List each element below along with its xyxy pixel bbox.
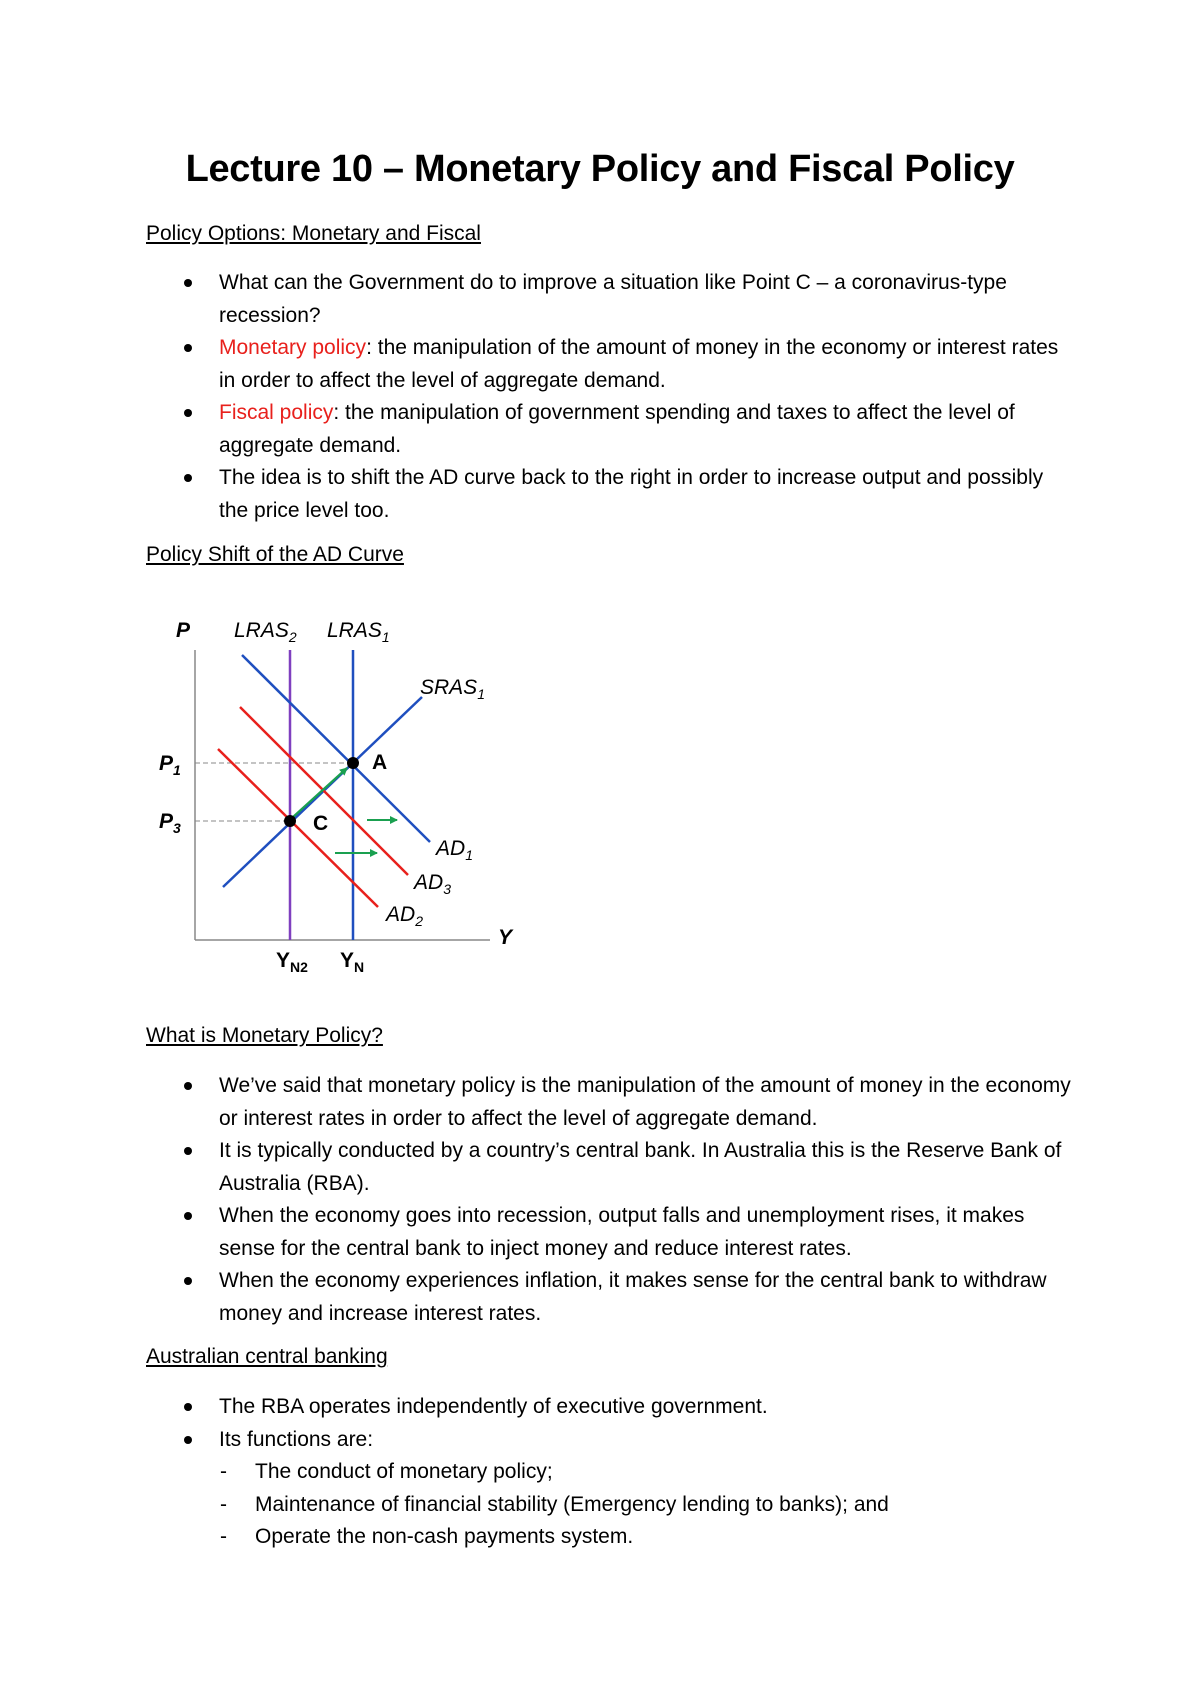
point-a <box>347 757 359 769</box>
rba-functions-list <box>219 1456 1076 1554</box>
list-item: Its functions are: - The conduct of monetary policy; - Maintenance of financial stability (Emergency lending to banks); and - Operate the non-cash payments system. <box>146 1424 1076 1554</box>
ad-shift-chart <box>150 605 530 980</box>
ad1-line <box>242 655 430 842</box>
path-arrow <box>293 768 347 817</box>
x-tick-yn2: $Y_{N2}$ <box>276 949 308 975</box>
fiscal-policy-term: Fiscal policy <box>219 401 334 424</box>
lras2-label: $LRAS_2$ <box>234 619 297 645</box>
lras1-label: $LRAS_1$ <box>327 619 390 645</box>
list-item: Fiscal policy: the manipulation of government spending and taxes to affect the level of aggregate demand. <box>146 397 1076 462</box>
y-tick-p1: $P_1$ <box>159 752 181 778</box>
ad3-label: $AD_3$ <box>414 871 451 897</box>
point-c-label: C <box>313 812 329 835</box>
point-a-label: A <box>372 751 388 774</box>
list-item: Monetary policy: the manipulation of the amount of money in the economy or interest rates in order to affect the level of aggregate demand. <box>146 332 1076 397</box>
ad1-label: $AD_1$ <box>436 837 473 863</box>
x-tick-yn: $Y_N$ <box>340 949 365 975</box>
ad2-label: $AD_2$ <box>386 903 423 929</box>
list-item: When the economy goes into recession, output falls and unemployment rises, it makes sense for the central bank to inject money and reduce interest rates. <box>146 1200 1076 1265</box>
section-heading-central-banking: Australian central banking <box>146 1345 388 1368</box>
policy-options-list <box>146 267 1076 527</box>
central-banking-list <box>146 1391 1076 1554</box>
list-item: The RBA operates independently of executive government. <box>146 1391 1076 1424</box>
y-axis-label: P <box>175 619 190 642</box>
section-heading-ad-shift: Policy Shift of the AD Curve <box>146 543 404 566</box>
list-item: - Operate the non-cash payments system. <box>219 1521 1076 1554</box>
section-heading-monetary-policy: What is Monetary Policy? <box>146 1024 383 1047</box>
page-title: Lecture 10 – Monetary Policy and Fiscal Policy <box>185 148 1015 190</box>
point-c <box>284 815 296 827</box>
monetary-policy-list <box>146 1070 1076 1330</box>
list-item: - Maintenance of financial stability (Emergency lending to banks); and <box>219 1489 1076 1522</box>
section-heading-policy-options: Policy Options: Monetary and Fiscal <box>146 222 481 245</box>
x-axis-label: Y <box>498 926 513 949</box>
list-item: - The conduct of monetary policy; <box>219 1456 1076 1489</box>
y-tick-p3: $P_3$ <box>159 810 181 836</box>
ad3-line <box>240 707 408 875</box>
list-item: We’ve said that monetary policy is the manipulation of the amount of money in the economy or interest rates in order to affect the level of aggregate demand. <box>146 1070 1076 1135</box>
sras1-label: $SRAS_1$ <box>420 676 485 702</box>
list-item: It is typically conducted by a country’s central bank. In Australia this is the Reserve Bank of Australia (RBA). <box>146 1135 1076 1200</box>
list-item: What can the Government do to improve a situation like Point C – a coronavirus-type recession? <box>146 267 1076 332</box>
monetary-policy-term: Monetary policy <box>219 336 367 359</box>
list-item: The idea is to shift the AD curve back to the right in order to increase output and possibly the price level too. <box>146 462 1076 527</box>
list-item: When the economy experiences inflation, it makes sense for the central bank to withdraw money and increase interest rates. <box>146 1265 1076 1330</box>
